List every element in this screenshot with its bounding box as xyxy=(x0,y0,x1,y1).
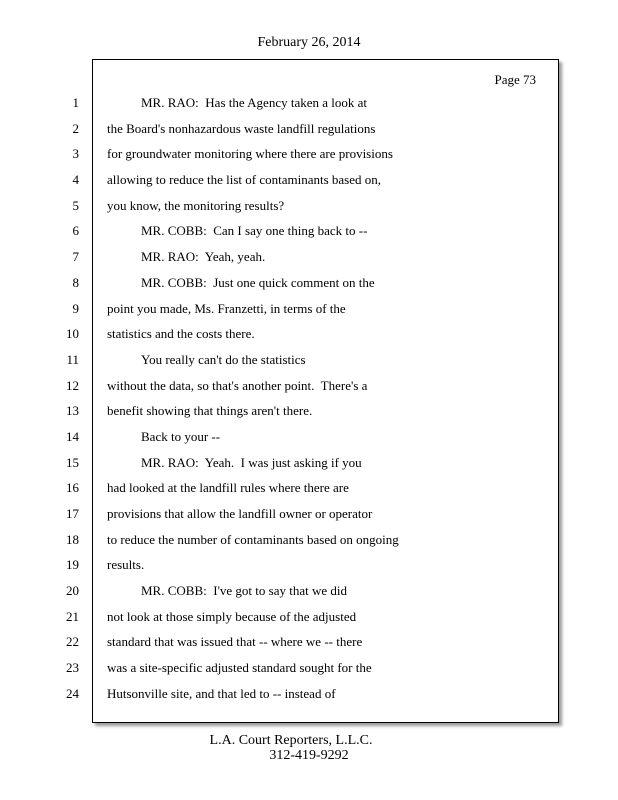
line-number: 3 xyxy=(72,146,79,162)
line-number: 12 xyxy=(66,377,79,393)
transcript-line: the Board's nonhazardous waste landfill regulations xyxy=(107,120,376,136)
line-number: 6 xyxy=(72,223,79,239)
line-number: 10 xyxy=(66,326,79,342)
transcript-line: results. xyxy=(107,557,145,573)
transcript-line: you know, the monitoring results? xyxy=(107,197,285,213)
line-number: 8 xyxy=(72,274,79,290)
transcript-line: allowing to reduce the list of contaminants based on, xyxy=(107,172,382,188)
line-number: 21 xyxy=(66,608,79,624)
transcript-line: provisions that allow the landfill owner or operator xyxy=(107,506,373,521)
line-number: 17 xyxy=(66,506,79,521)
line-number: 20 xyxy=(66,583,79,599)
line-number: 7 xyxy=(72,249,79,265)
transcript-line: MR. RAO: Has the Agency taken a look at xyxy=(141,95,368,110)
transcript-line: Back to your -- xyxy=(141,428,221,444)
line-number: 24 xyxy=(66,685,79,701)
transcript-line: not look at those simply because of the adjusted xyxy=(107,608,357,624)
transcript-line: You really can't do the statistics xyxy=(141,351,306,367)
line-number: 1 xyxy=(72,95,79,110)
line-number: 2 xyxy=(72,120,79,136)
line-number: 11 xyxy=(66,351,79,367)
line-numbers-column xyxy=(0,94,82,711)
transcript-line: benefit showing that things aren't there. xyxy=(107,403,313,419)
transcript-line: standard that was issued that -- where we -- there xyxy=(107,634,363,650)
line-number: 23 xyxy=(66,660,79,676)
line-number: 16 xyxy=(66,480,79,496)
transcript-text-column xyxy=(107,94,547,711)
footer-phone: 312-419-9292 xyxy=(269,748,349,763)
transcript-line: Hutsonville site, and that led to -- instead of xyxy=(107,685,336,701)
transcript-line: to reduce the number of contaminants based on ongoing xyxy=(107,531,399,547)
transcript-line: MR. COBB: Just one quick comment on the xyxy=(141,274,375,290)
transcript-line: for groundwater monitoring where there are provisions xyxy=(107,146,393,162)
transcript-line: statistics and the costs there. xyxy=(107,326,255,342)
line-number: 19 xyxy=(66,557,79,573)
line-number: 5 xyxy=(72,197,79,213)
page-header-date: February 26, 2014 xyxy=(257,35,361,50)
transcript-line: without the data, so that's another point. There's a xyxy=(107,377,368,393)
transcript-line: MR. COBB: I've got to say that we did xyxy=(141,583,348,599)
transcript-line: MR. RAO: Yeah, yeah. xyxy=(141,249,266,265)
transcript-line: point you made, Ms. Franzetti, in terms of the xyxy=(107,300,346,316)
line-number: 13 xyxy=(66,403,79,419)
line-number: 22 xyxy=(66,634,79,650)
transcript-line: MR. RAO: Yeah. I was just asking if you xyxy=(141,454,362,470)
transcript-line: was a site-specific adjusted standard sought for the xyxy=(107,660,372,676)
transcript-line: MR. COBB: Can I say one thing back to -- xyxy=(141,223,368,239)
page-number: Page 73 xyxy=(494,72,536,87)
footer-company: L.A. Court Reporters, L.L.C. xyxy=(209,733,373,748)
transcript-line: had looked at the landfill rules where there are xyxy=(107,480,349,496)
line-number: 14 xyxy=(66,428,79,444)
line-number: 4 xyxy=(72,172,79,188)
line-number: 18 xyxy=(66,531,79,547)
line-number: 15 xyxy=(66,454,79,470)
line-number: 9 xyxy=(72,300,79,316)
